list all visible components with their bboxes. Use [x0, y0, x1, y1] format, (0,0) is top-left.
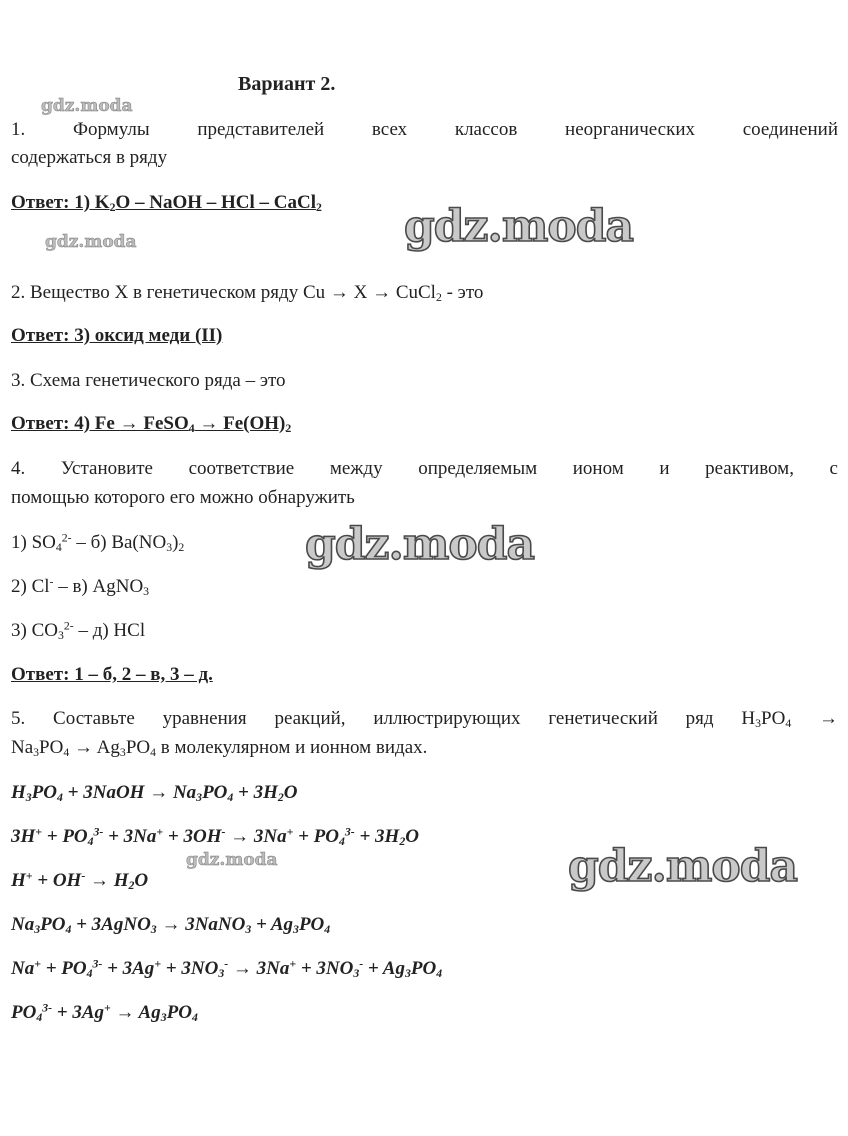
- q2-text: 2. Вещество X в генетическом ряду Cu → X → CuCl$_2$ - это: [11, 282, 484, 304]
- equation-part: PO: [40, 914, 66, 935]
- subscript: 3: [196, 790, 203, 804]
- superscript: +: [286, 825, 294, 839]
- subscript: 3: [293, 922, 299, 936]
- q5-text-line2: $Na_3PO_4 \to Ag_3PO_4$ в молекулярном и ионном видах.: [11, 737, 428, 759]
- q1-text-line2: содержаться в ряду: [11, 147, 168, 168]
- superscript: 3-: [42, 1001, 53, 1015]
- equation-part: + 3Ag: [52, 1002, 105, 1023]
- equation-part: + 3Na: [103, 826, 157, 847]
- equation-part: PO: [31, 782, 57, 803]
- equation-part: + Ag: [363, 958, 405, 979]
- superscript: 3-: [344, 825, 355, 839]
- q3-text: 3. Схема генетического ряда – это: [11, 370, 286, 391]
- equation-part: PO: [410, 958, 437, 979]
- equation-part: + PO: [293, 826, 339, 847]
- equation-part: Na: [11, 958, 35, 979]
- equation-part: O: [405, 826, 419, 847]
- subscript: 2: [399, 834, 406, 848]
- equation-part: PO: [11, 1002, 37, 1023]
- equation-part: → 3NaNO: [156, 914, 246, 935]
- superscript: +: [34, 957, 41, 971]
- equation-part: Na: [11, 914, 35, 935]
- equation-part: + Ag: [251, 914, 294, 935]
- subscript: 4: [324, 922, 331, 936]
- equation-part: + PO: [40, 958, 87, 979]
- q4-pair-2: 2) Cl- – в) AgNO$_3$: [11, 575, 150, 598]
- equation-part: → Ag: [110, 1002, 161, 1023]
- q4-pair-3: 3) $CO_3^{2-} - д$) HCl: [11, 619, 146, 642]
- subscript: 4: [87, 834, 94, 848]
- equation-part: → 3Na: [225, 826, 287, 847]
- equation-part: O: [283, 782, 298, 803]
- equation-part: PO: [298, 914, 325, 935]
- subscript: 3: [245, 922, 252, 936]
- equation-part: 3H: [11, 826, 36, 847]
- equation-part: + 3H: [354, 826, 400, 847]
- watermark-large-1: gdz.moda: [404, 201, 634, 252]
- watermark-large-3: gdz.moda: [568, 841, 798, 892]
- superscript: +: [104, 1001, 111, 1015]
- subscript: 3: [353, 966, 360, 980]
- superscript: -: [224, 957, 229, 971]
- superscript: +: [154, 957, 162, 971]
- watermark-small-2: gdz.moda: [45, 232, 137, 252]
- subscript: 2: [277, 790, 284, 804]
- watermark-small-1: gdz.moda: [41, 96, 133, 116]
- superscript: +: [289, 957, 297, 971]
- equation-part: + 3NaOH → Na: [62, 782, 197, 803]
- q1-text-line1: 1. Формулы представителей всех классов неорганических соединений: [11, 119, 838, 140]
- q5-text-line1: 5. Составьте уравнения реакций, иллюстрирующих генетический ряд $H_3PO_4$ →: [11, 708, 839, 730]
- q1-answer: Ответ: 1) $K_2O$ – NaOH – HCl – CaCl$_2$: [11, 192, 322, 214]
- subscript: 4: [227, 790, 234, 804]
- superscript: -: [81, 869, 86, 883]
- equation-5: [11, 957, 442, 981]
- subscript: 2: [128, 878, 135, 892]
- q4-text-line1: 4. Установите соответствие между определяемым ионом и реактивом, с: [11, 458, 838, 479]
- subscript: 3: [218, 966, 225, 980]
- equation-part: + 3H: [233, 782, 278, 803]
- subscript: 3: [160, 1010, 167, 1024]
- subscript: 3: [34, 922, 41, 936]
- q4-text-line2: помощью которого его можно обнаружить: [11, 487, 355, 508]
- equation-part: → 3Na: [228, 958, 290, 979]
- subscript: 3: [404, 966, 411, 980]
- q4-pair-1: 1) $SO_4^{2-} - б$) $Ba(NO_3)_2$: [11, 531, 185, 554]
- equation-part: H: [11, 870, 26, 891]
- equation-3: [11, 869, 148, 893]
- superscript: -: [221, 825, 226, 839]
- equation-part: → H: [85, 870, 129, 891]
- q4-answer: Ответ: 1 – б, 2 – в, 3 – д.: [11, 664, 213, 685]
- equation-part: PO: [166, 1002, 192, 1023]
- superscript: +: [25, 869, 33, 883]
- equation-part: + 3Ag: [102, 958, 155, 979]
- subscript: 4: [339, 834, 345, 848]
- equation-part: + 3OH: [163, 826, 222, 847]
- subscript: 4: [65, 922, 72, 936]
- watermark-large-2: gdz.moda: [305, 519, 535, 570]
- watermark-small-3: gdz.moda: [186, 850, 278, 870]
- subscript: 4: [436, 966, 443, 980]
- equation-part: + OH: [32, 870, 82, 891]
- subscript: 3: [150, 922, 157, 936]
- superscript: 3-: [93, 825, 104, 839]
- superscript: +: [156, 825, 164, 839]
- equation-part: O: [134, 870, 149, 891]
- equation-part: + 3NO: [296, 958, 354, 979]
- equation-2: [11, 825, 419, 849]
- page-title: Вариант 2.: [238, 73, 336, 95]
- equation-4: [11, 913, 330, 937]
- equation-part: + 3AgNO: [71, 914, 151, 935]
- superscript: -: [359, 957, 364, 971]
- subscript: 3: [25, 790, 32, 804]
- subscript: 4: [86, 966, 93, 980]
- superscript: 3-: [92, 957, 103, 971]
- q3-answer: Ответ: 4) Fe → FeSO$_4$ → $Fe(OH)_2$: [11, 413, 292, 435]
- subscript: 4: [36, 1010, 43, 1024]
- equation-part: H: [11, 782, 26, 803]
- equation-1: [11, 781, 298, 805]
- subscript: 4: [57, 790, 63, 804]
- equation-part: + PO: [42, 826, 88, 847]
- equation-part: PO: [202, 782, 228, 803]
- equation-6: [11, 1001, 198, 1025]
- subscript: 4: [191, 1010, 198, 1024]
- superscript: +: [35, 825, 42, 839]
- q2-answer: Ответ: 3) оксид меди (II): [11, 325, 223, 346]
- equation-part: + 3NO: [161, 958, 219, 979]
